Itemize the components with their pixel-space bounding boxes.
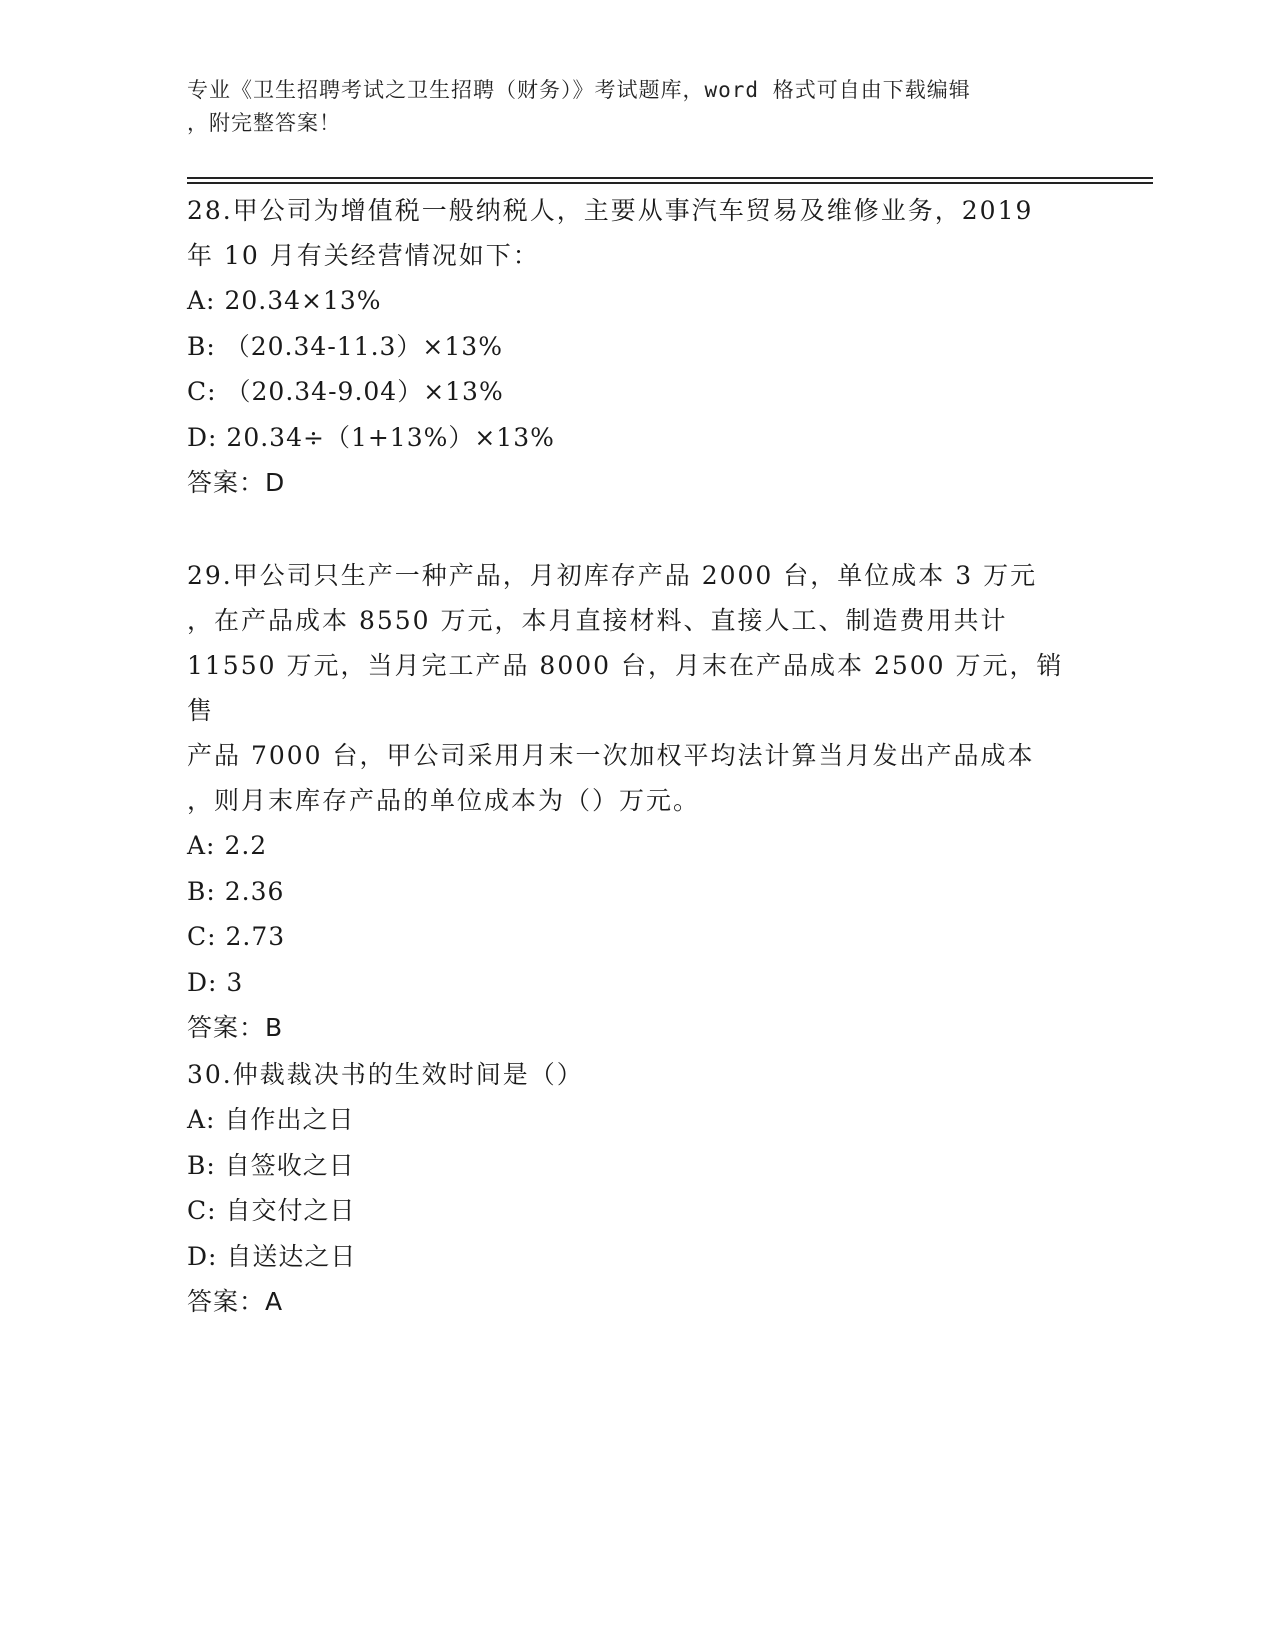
option-text: 20.34×13% (224, 286, 382, 315)
question-text-line: 产品 7000 台，甲公司采用月末一次加权平均法计算当月发出产品成本 (187, 741, 1035, 770)
option-d (187, 960, 1087, 1006)
option-key: B: (187, 1150, 216, 1180)
document-header (187, 74, 1077, 140)
option-key: C: (187, 1196, 217, 1225)
question-text-line: ，则月末库存产品的单位成本为（）万元。 (187, 786, 701, 815)
option-b (187, 869, 1087, 915)
option-text: （20.34-9.04）×13% (225, 377, 504, 406)
option-key: D: (187, 422, 218, 452)
option-key: C: (187, 922, 217, 951)
question-29 (187, 553, 1087, 1050)
question-text-line: 28.甲公司为增值税一般纳税人，主要从事汽车贸易及维修业务，2019 (187, 196, 1034, 225)
question-text-line: 30.仲裁裁决书的生效时间是（） (187, 1060, 584, 1089)
header-divider-top (187, 177, 1153, 179)
option-text: （20.34-11.3）×13% (224, 331, 503, 361)
option-text: 自签收之日 (224, 1150, 355, 1180)
option-key: A: (187, 1105, 216, 1134)
option-text: 2.2 (224, 831, 268, 860)
option-text: 2.73 (225, 922, 286, 951)
option-a (187, 1097, 1087, 1143)
question-text-line: ，在产品成本 8550 万元，本月直接材料、直接人工、制造费用共计 (187, 606, 1008, 635)
question-text-line: 29.甲公司只生产一种产品，月初库存产品 2000 台，单位成本 3 万元 (187, 561, 1038, 590)
option-key: B: (187, 876, 216, 906)
option-text: 2.36 (224, 876, 285, 906)
option-text: 自送达之日 (226, 1241, 357, 1271)
option-text: 自交付之日 (225, 1196, 356, 1225)
option-c (187, 914, 1087, 960)
header-line-2: ，附完整答案！ (187, 111, 341, 135)
question-text-line: 年 10 月有关经营情况如下： (187, 241, 540, 270)
answer: 答案：D (187, 468, 286, 497)
question-text-line: 11550 万元，当月完工产品 8000 台，月末在产品成本 2500 万元，销售 (187, 651, 1064, 725)
option-b (187, 1143, 1087, 1189)
option-key: A: (187, 286, 216, 315)
option-text: 20.34÷（1+13%）×13% (226, 422, 555, 452)
option-key: C: (187, 377, 217, 406)
option-d (187, 1234, 1087, 1280)
answer: 答案：A (187, 1287, 284, 1316)
option-a (187, 278, 1087, 324)
option-d (187, 415, 1087, 461)
header-line-1: 专业《卫生招聘考试之卫生招聘（财务）》考试题库，word 格式可自由下载编辑 (187, 78, 971, 102)
header-divider-bottom (187, 182, 1153, 184)
option-key: B: (187, 331, 216, 361)
option-text: 3 (226, 967, 244, 997)
option-a (187, 823, 1087, 869)
option-text: 自作出之日 (224, 1105, 355, 1134)
option-c (187, 1188, 1087, 1234)
question-28 (187, 188, 1087, 505)
option-key: A: (187, 831, 216, 860)
answer: 答案：B (187, 1013, 284, 1042)
option-c (187, 369, 1087, 415)
option-key: D: (187, 1241, 218, 1271)
question-30 (187, 1052, 1087, 1324)
option-key: D: (187, 967, 218, 997)
option-b (187, 324, 1087, 370)
